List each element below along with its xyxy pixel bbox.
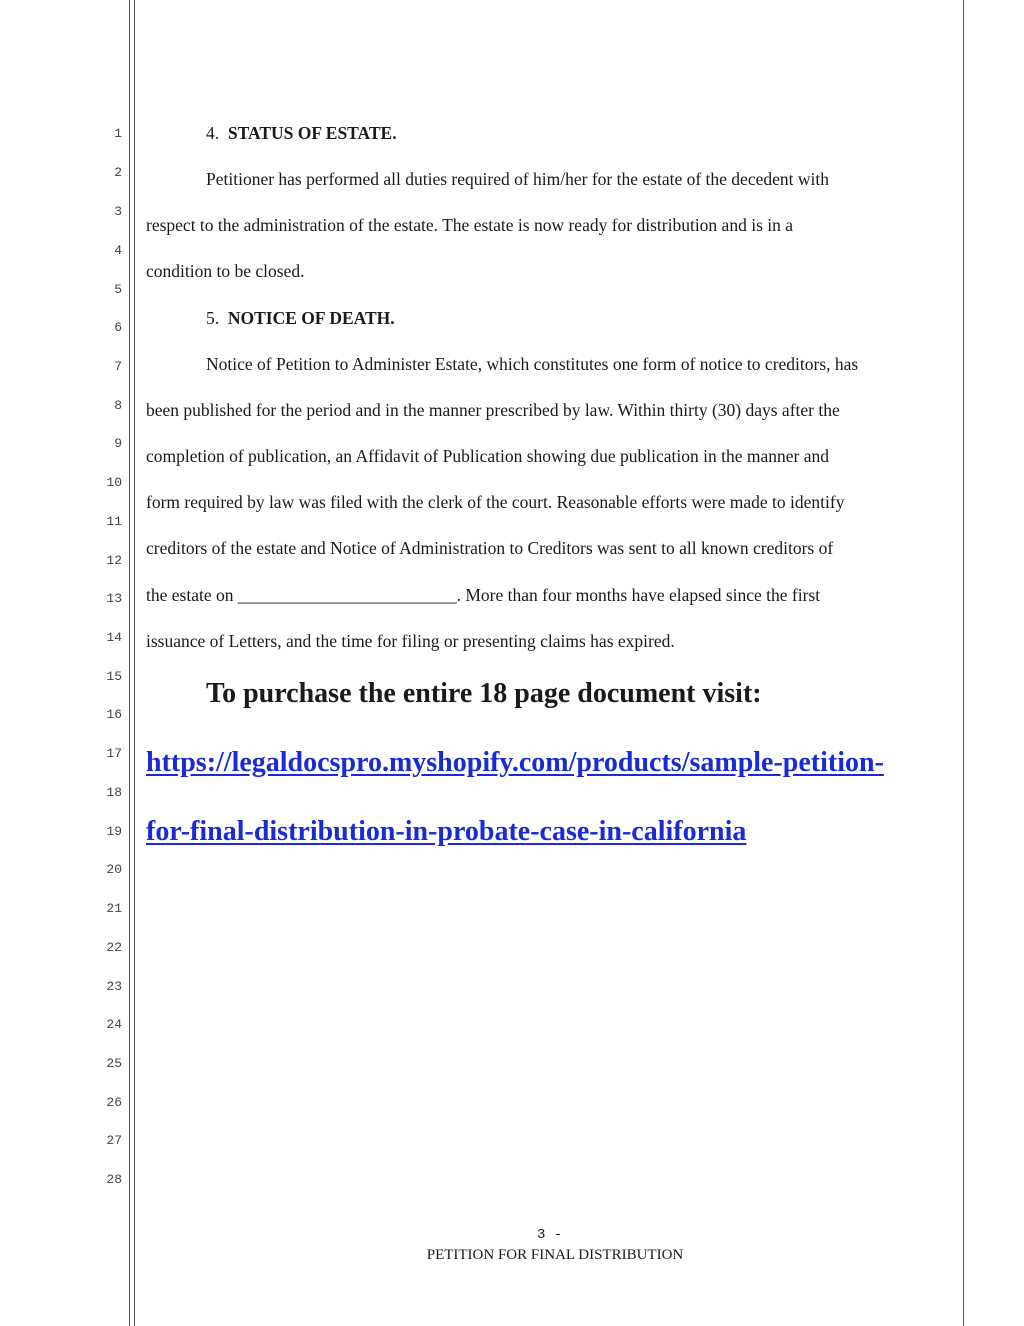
section-title: STATUS OF ESTATE. bbox=[227, 123, 397, 143]
section-number: 4. bbox=[206, 123, 220, 143]
line-number: 16 bbox=[106, 707, 122, 722]
line-number: 23 bbox=[106, 979, 122, 994]
line-number: 26 bbox=[106, 1095, 122, 1110]
line-number: 13 bbox=[106, 591, 122, 606]
right-margin-rule bbox=[963, 0, 964, 1326]
page-number: 3 - bbox=[537, 1227, 563, 1243]
line-number: 9 bbox=[114, 436, 122, 451]
line-number: 21 bbox=[106, 901, 122, 916]
line-number: 8 bbox=[114, 398, 122, 413]
purchase-notice: To purchase the entire 18 page document visit: bbox=[206, 678, 762, 709]
line-number: 24 bbox=[106, 1017, 122, 1032]
section-heading bbox=[206, 307, 395, 329]
purchase-link-line-1[interactable]: https://legaldocspro.myshopify.com/products/sample-petition- bbox=[146, 747, 884, 778]
line-number: 7 bbox=[114, 359, 122, 374]
line-number: 27 bbox=[106, 1133, 122, 1148]
body-line: respect to the administration of the estate. The estate is now ready for distribution and is in a bbox=[146, 215, 794, 235]
line-number: 11 bbox=[106, 514, 122, 529]
section-number: 5. bbox=[206, 308, 220, 328]
purchase-link-line-2[interactable]: for-final-distribution-in-probate-case-in-california bbox=[146, 816, 747, 847]
body-line: condition to be closed. bbox=[146, 261, 305, 281]
section-title: NOTICE OF DEATH. bbox=[227, 308, 395, 328]
body-line: been published for the period and in the manner prescribed by law. Within thirty (30) days after the bbox=[146, 400, 840, 420]
section-heading bbox=[206, 122, 397, 144]
line-number: 28 bbox=[106, 1172, 122, 1187]
line-number: 6 bbox=[114, 320, 122, 335]
line-number: 4 bbox=[114, 243, 122, 258]
line-number: 22 bbox=[106, 940, 122, 955]
line-number: 2 bbox=[114, 165, 122, 180]
body-line: completion of publication, an Affidavit of Publication showing due publication in the manner and bbox=[146, 446, 830, 466]
line-number: 15 bbox=[106, 669, 122, 684]
body-line: issuance of Letters, and the time for filing or presenting claims has expired. bbox=[146, 631, 675, 651]
line-number: 3 bbox=[114, 204, 122, 219]
line-number: 17 bbox=[106, 746, 122, 761]
body-line: Notice of Petition to Administer Estate, which constitutes one form of notice to creditors, has bbox=[206, 354, 859, 374]
line-number: 1 bbox=[114, 126, 122, 141]
line-number: 5 bbox=[114, 282, 122, 297]
body-line: the estate on _________________________. More than four months have elapsed since the first bbox=[146, 585, 821, 605]
line-number: 18 bbox=[106, 785, 122, 800]
line-number: 12 bbox=[106, 553, 122, 568]
line-number: 25 bbox=[106, 1056, 122, 1071]
line-number: 10 bbox=[106, 475, 122, 490]
body-line: Petitioner has performed all duties required of him/her for the estate of the decedent with bbox=[206, 169, 829, 189]
line-number: 19 bbox=[106, 824, 122, 839]
left-margin-rule-inner bbox=[134, 0, 135, 1326]
line-number: 14 bbox=[106, 630, 122, 645]
line-number: 20 bbox=[106, 862, 122, 877]
body-line: creditors of the estate and Notice of Administration to Creditors was sent to all known creditors of bbox=[146, 538, 834, 558]
body-line: form required by law was filed with the clerk of the court. Reasonable efforts were made to identify bbox=[146, 492, 845, 512]
left-margin-rule-outer bbox=[129, 0, 130, 1326]
footer-title: PETITION FOR FINAL DISTRIBUTION bbox=[426, 1247, 684, 1263]
